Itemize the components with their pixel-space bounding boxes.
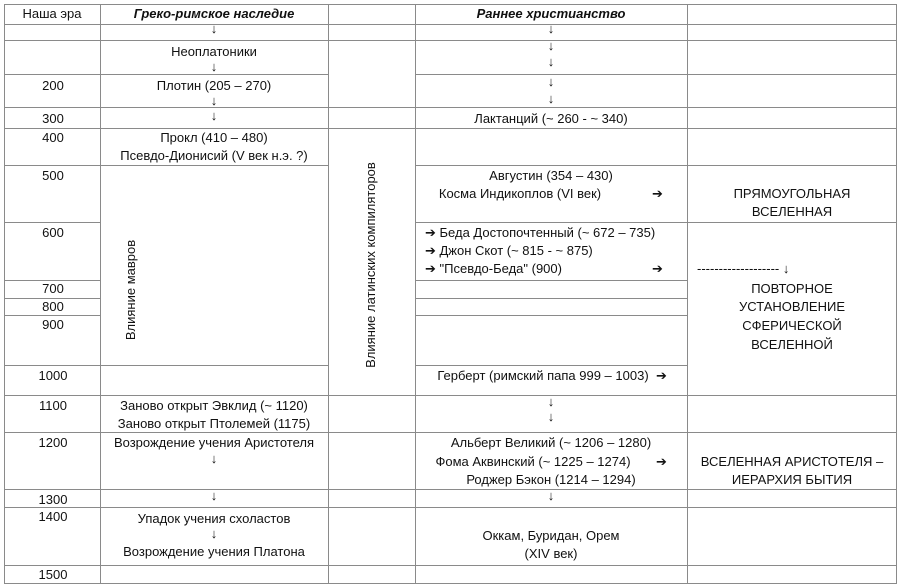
proclus-entry: Прокл (410 – 480) [160,130,268,145]
right-arrow: ➔ [656,368,667,383]
right-arrow: ➔ [652,261,663,276]
latin-compilers-label: Влияние латинских компиляторов [363,162,378,368]
down-arrow: ↓ [547,38,555,53]
down-arrow: ↓ [547,91,555,106]
right-arrow: ➔ [656,454,667,469]
down-arrow: ↓ [547,54,555,69]
dashed-arrow: ------------------- ↓ [697,261,790,276]
down-arrow: ↓ [547,394,555,409]
scholastics-decline-entry: Упадок учения схоластов [137,511,291,526]
flat-universe-line: ПРЯМОУГОЛЬНАЯ [733,186,851,201]
down-arrow: ↓ [210,488,218,503]
augustine-entry: Августин (354 – 430) [489,168,613,183]
year-label: 400 [42,130,64,145]
ptolemy-entry: Заново открыт Птолемей (1175) [117,416,311,431]
down-arrow: ↓ [210,59,218,74]
year-label: 800 [42,299,64,314]
header-greco-roman: Греко-римское наследие [133,6,295,21]
aristotle-revival-entry: Возрождение учения Аристотеля [113,435,315,450]
year-label: 1200 [38,435,68,450]
plotinus-entry: Плотин (205 – 270) [156,78,272,93]
bede-entry: ➔ Беда Достопочтенный (~ 672 – 735) [425,225,656,240]
scotus-entry: ➔ Джон Скот (~ 815 - ~ 875) [425,243,593,258]
pseudo-bede-entry: ➔ "Псевдо-Беда" (900) [425,261,562,276]
down-arrow: ↓ [547,488,555,503]
year-label: 600 [42,225,64,240]
spherical-universe-line: ПОВТОРНОЕ [751,281,833,296]
down-arrow: ↓ [547,74,555,89]
year-label: 1500 [38,567,68,582]
down-arrow: ↓ [210,108,218,123]
spherical-universe-line: ВСЕЛЕННОЙ [751,337,833,352]
albert-entry: Альберт Великий (~ 1206 – 1280) [450,435,652,450]
header-era: Наша эра [22,6,82,21]
ockham-entry: Оккам, Буридан, Орем [482,528,620,543]
euclid-entry: Заново открыт Эвклид (~ 1120) [120,398,308,413]
neoplatonists-entry: Неоплатоники [171,44,257,59]
down-arrow: ↓ [210,21,218,36]
down-arrow: ↓ [547,21,555,36]
cosmas-entry: Косма Индикоплов (VI век) [438,186,602,201]
year-label: 200 [42,78,64,93]
moors-influence-label: Влияние мавров [123,239,138,341]
year-label: 500 [42,168,64,183]
header-christianity: Раннее христианство [476,6,626,21]
down-arrow: ↓ [547,409,555,424]
year-label: 700 [42,281,64,296]
down-arrow: ↓ [210,526,218,541]
plato-revival-entry: Возрождение учения Платона [123,544,305,559]
down-arrow: ↓ [210,93,218,108]
year-label: 1000 [38,368,68,383]
spherical-universe-line: СФЕРИЧЕСКОЙ [742,318,842,333]
year-label: 1300 [38,492,68,507]
year-label: 300 [42,111,64,126]
aristotelian-universe-line: ИЕРАРХИЯ БЫТИЯ [731,472,853,487]
year-label: 900 [42,317,64,332]
xiv-century-entry: (XIV век) [524,546,578,561]
pseudo-dionysius-entry: Псевдо-Дионисий (V век н.э. ?) [120,148,308,163]
lactantius-entry: Лактанций (~ 260 - ~ 340) [474,111,628,126]
spherical-universe-line: УСТАНОВЛЕНИЕ [738,299,846,314]
aristotelian-universe-line: ВСЕЛЕННАЯ АРИСТОТЕЛЯ – [700,454,884,469]
year-label: 1100 [39,398,67,413]
flat-universe-line: ВСЕЛЕННАЯ [751,204,833,219]
gerbert-entry: Герберт (римский папа 999 – 1003) [437,368,649,383]
bacon-entry: Роджер Бэкон (1214 – 1294) [466,472,636,487]
right-arrow: ➔ [652,186,663,201]
aquinas-entry: Фома Аквинский (~ 1225 – 1274) [435,454,631,469]
down-arrow: ↓ [210,451,218,466]
year-label: 1400 [38,509,68,524]
